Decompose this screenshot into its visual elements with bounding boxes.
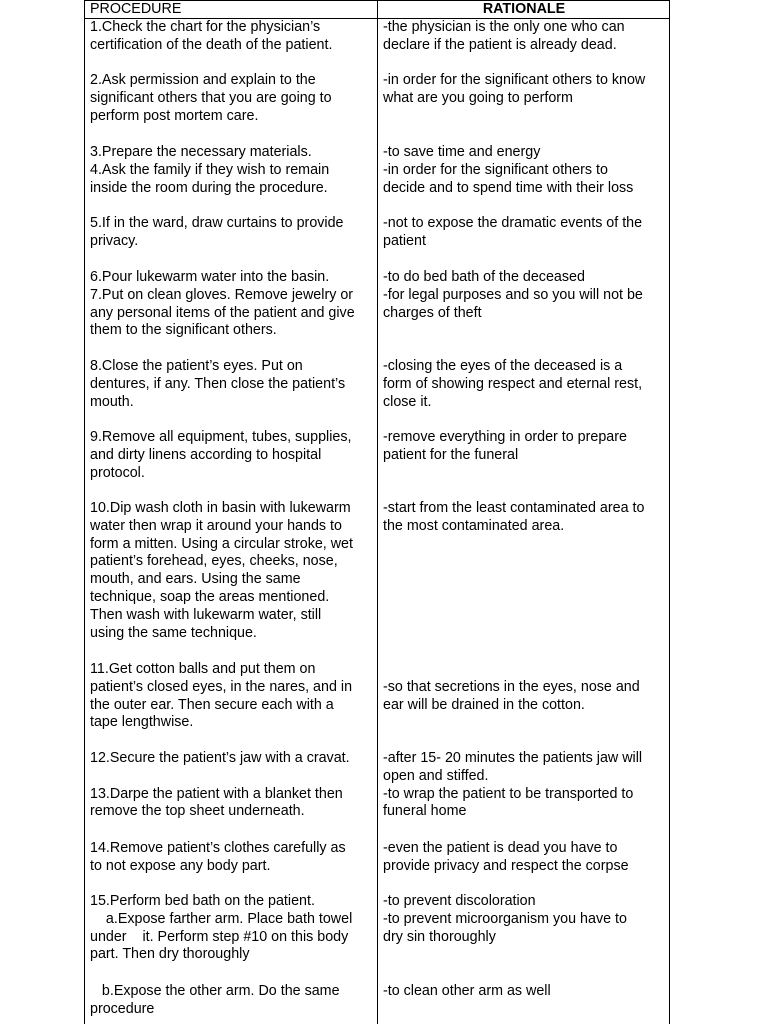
rationale-cell: -to prevent discoloration -to prevent microorganism you have to dry sin thoroughly	[383, 893, 627, 945]
rationale-cell: -to do bed bath of the deceased -for legal purposes and so you will not be charges of theft	[383, 269, 643, 321]
table-row	[85, 840, 669, 876]
rationale-cell: -start from the least contaminated area to the most contaminated area.	[383, 500, 645, 534]
procedure-cell: 14.Remove patient’s clothes carefully as to not expose any body part.	[90, 840, 346, 874]
table-row	[85, 983, 669, 1019]
table-row	[85, 500, 669, 642]
table-row	[85, 750, 669, 821]
procedure-column-header: PROCEDURE	[90, 1, 182, 17]
rationale-cell: -after 15- 20 minutes the patients jaw will open and stiffed. -to wrap the patient to be transported to funeral home	[383, 750, 643, 820]
rationale-cell: -remove everything in order to prepare patient for the funeral	[383, 429, 627, 463]
procedure-cell: 5.If in the ward, draw curtains to provide privacy.	[90, 215, 344, 249]
procedure-cell: 3.Prepare the necessary materials. 4.Ask the family if they wish to remain inside the room during the procedure.	[90, 144, 330, 196]
rationale-cell: -even the patient is dead you have to provide privacy and respect the corpse	[383, 840, 629, 874]
procedure-cell: 15.Perform bed bath on the patient. a.Expose farther arm. Place bath towel under it. Perform step #10 on this body part. Then dry thoroughly	[90, 893, 353, 963]
table-row	[85, 358, 669, 411]
table-row	[85, 661, 669, 732]
table-row	[85, 19, 669, 55]
table-row	[85, 144, 669, 197]
table-row	[85, 215, 669, 251]
procedure-cell: b.Expose the other arm. Do the same procedure	[90, 983, 340, 1017]
procedure-cell: 1.Check the chart for the physician’s certification of the death of the patient.	[90, 19, 333, 53]
procedure-cell: 9.Remove all equipment, tubes, supplies, and dirty linens according to hospital protocol.	[90, 429, 352, 481]
procedure-cell: 12.Secure the patient’s jaw with a cravat. 13.Darpe the patient with a blanket then remove the top sheet underneath.	[90, 750, 350, 820]
procedure-cell: 11.Get cotton balls and put them on patient’s closed eyes, in the nares, and in the outer ear. Then secure each with a tape lengthwise.	[90, 661, 353, 731]
rationale-cell: -in order for the significant others to know what are you going to perform	[383, 72, 646, 106]
rationale-cell: -the physician is the only one who can declare if the patient is already dead.	[383, 19, 625, 53]
table-row	[85, 269, 669, 340]
procedure-table	[84, 0, 670, 1024]
table-header-row	[85, 0, 669, 19]
rationale-cell: -not to expose the dramatic events of the patient	[383, 215, 643, 249]
table-row	[85, 72, 669, 125]
table-row	[85, 429, 669, 482]
procedure-cell: 10.Dip wash cloth in basin with lukewarm water then wrap it around your hands to form a mitten. Using a circular stroke, wet patient’s forehead, eyes, cheeks, nose, mouth, and ears. Using the same technique, soap the areas mentioned. Then wash with lukewarm water, still using the same technique.	[90, 500, 353, 641]
rationale-column-header: RATIONALE	[482, 1, 566, 17]
rationale-cell: -to save time and energy -in order for the significant others to decide and to spend time with their loss	[383, 144, 634, 196]
procedure-cell: 6.Pour lukewarm water into the basin. 7.Put on clean gloves. Remove jewelry or any personal items of the patient and give them to the significant others.	[90, 269, 355, 339]
rationale-cell: -closing the eyes of the deceased is a form of showing respect and eternal rest, close it.	[383, 358, 643, 410]
procedure-cell: 8.Close the patient’s eyes. Put on dentures, if any. Then close the patient’s mouth.	[90, 358, 346, 410]
rationale-cell: -to clean other arm as well	[383, 983, 551, 999]
rationale-cell: -so that secretions in the eyes, nose and ear will be drained in the cotton.	[383, 678, 640, 713]
table-row	[85, 893, 669, 964]
procedure-cell: 2.Ask permission and explain to the significant others that you are going to perform post mortem care.	[90, 72, 332, 124]
